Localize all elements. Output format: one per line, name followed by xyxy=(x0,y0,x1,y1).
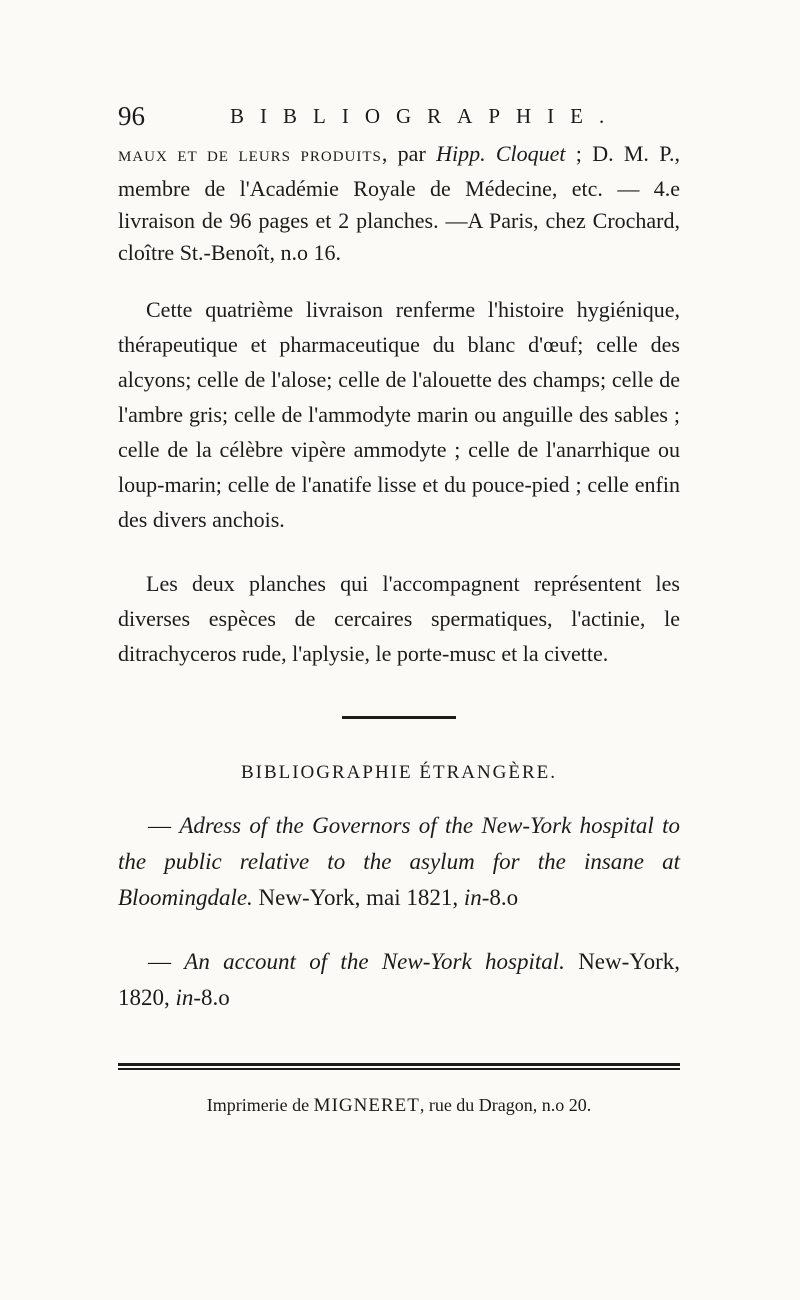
printer-imprint xyxy=(118,1090,680,1121)
section-divider xyxy=(342,716,456,719)
entry-imprint: New-York, mai 1821, xyxy=(252,885,464,910)
entry-dash: — xyxy=(148,949,185,974)
entry-format: in xyxy=(175,985,194,1010)
page-header xyxy=(118,96,680,136)
entry-author: Hipp. Cloquet xyxy=(436,141,566,166)
bibliographic-entry-cloquet xyxy=(118,138,680,269)
printer-prefix: Imprimerie de xyxy=(206,1095,314,1115)
foreign-entry-2 xyxy=(118,944,680,1016)
running-title: BIBLIOGRAPHIE. xyxy=(230,104,621,128)
entry-format-rest: -8.o xyxy=(481,885,519,910)
entry-title: Adress of the Governors of the New-York hospital to the public relative to the asylum for the insane at Bloomingdale. xyxy=(118,813,681,910)
entry-title-caps: MAUX ET DE LEURS PRODUITS xyxy=(118,149,382,165)
entry-format: in xyxy=(463,885,482,910)
printer-address: , rue du Dragon, n.o 20. xyxy=(419,1095,592,1115)
printer-name: MIGNERET xyxy=(313,1095,420,1116)
entry-details: ; D. M. P., membre de l'Académie Royale de Médecine, etc. — 4.e livraison de 96 pages et 2 planches. —A Paris, chez Crochard, cloître St.-Benoît, n.o 16. xyxy=(118,141,681,265)
closing-rule xyxy=(118,1063,680,1070)
section-heading: BIBLIOGRAPHIE ÉTRANGÈRE. xyxy=(240,762,558,783)
entry-dash: — xyxy=(148,813,180,838)
entry-imprint: New-York, 1820, xyxy=(118,949,680,1010)
review-paragraph-1: Cette quatrième livraison renferme l'histoire hygiénique, thérapeutique et pharmaceutique du blanc d'œuf; celle des alcyons; celle de l'alose; celle de l'alouette des champs; celle de l'ambre gris; celle de l'ammodyte marin ou anguille des sables ; celle de la célèbre vipère ammodyte ; celle de l'anarrhique ou loup-marin; celle de l'anatife lisse et du pouce-pied ; celle enfin des divers anchois. xyxy=(118,297,680,532)
review-paragraph-2: Les deux planches qui l'accompagnent représentent les diverses espèces de cercaires spermatiques, l'actinie, le ditrachyceros rude, l'aplysie, le porte-musc et la civette. xyxy=(118,571,680,666)
page-number: 96 xyxy=(118,101,145,131)
entry-title: An account of the New-York hospital. xyxy=(184,949,565,974)
foreign-entry-1 xyxy=(118,808,680,916)
entry-by: , par xyxy=(381,141,437,166)
entry-format-rest: -8.o xyxy=(193,985,230,1010)
